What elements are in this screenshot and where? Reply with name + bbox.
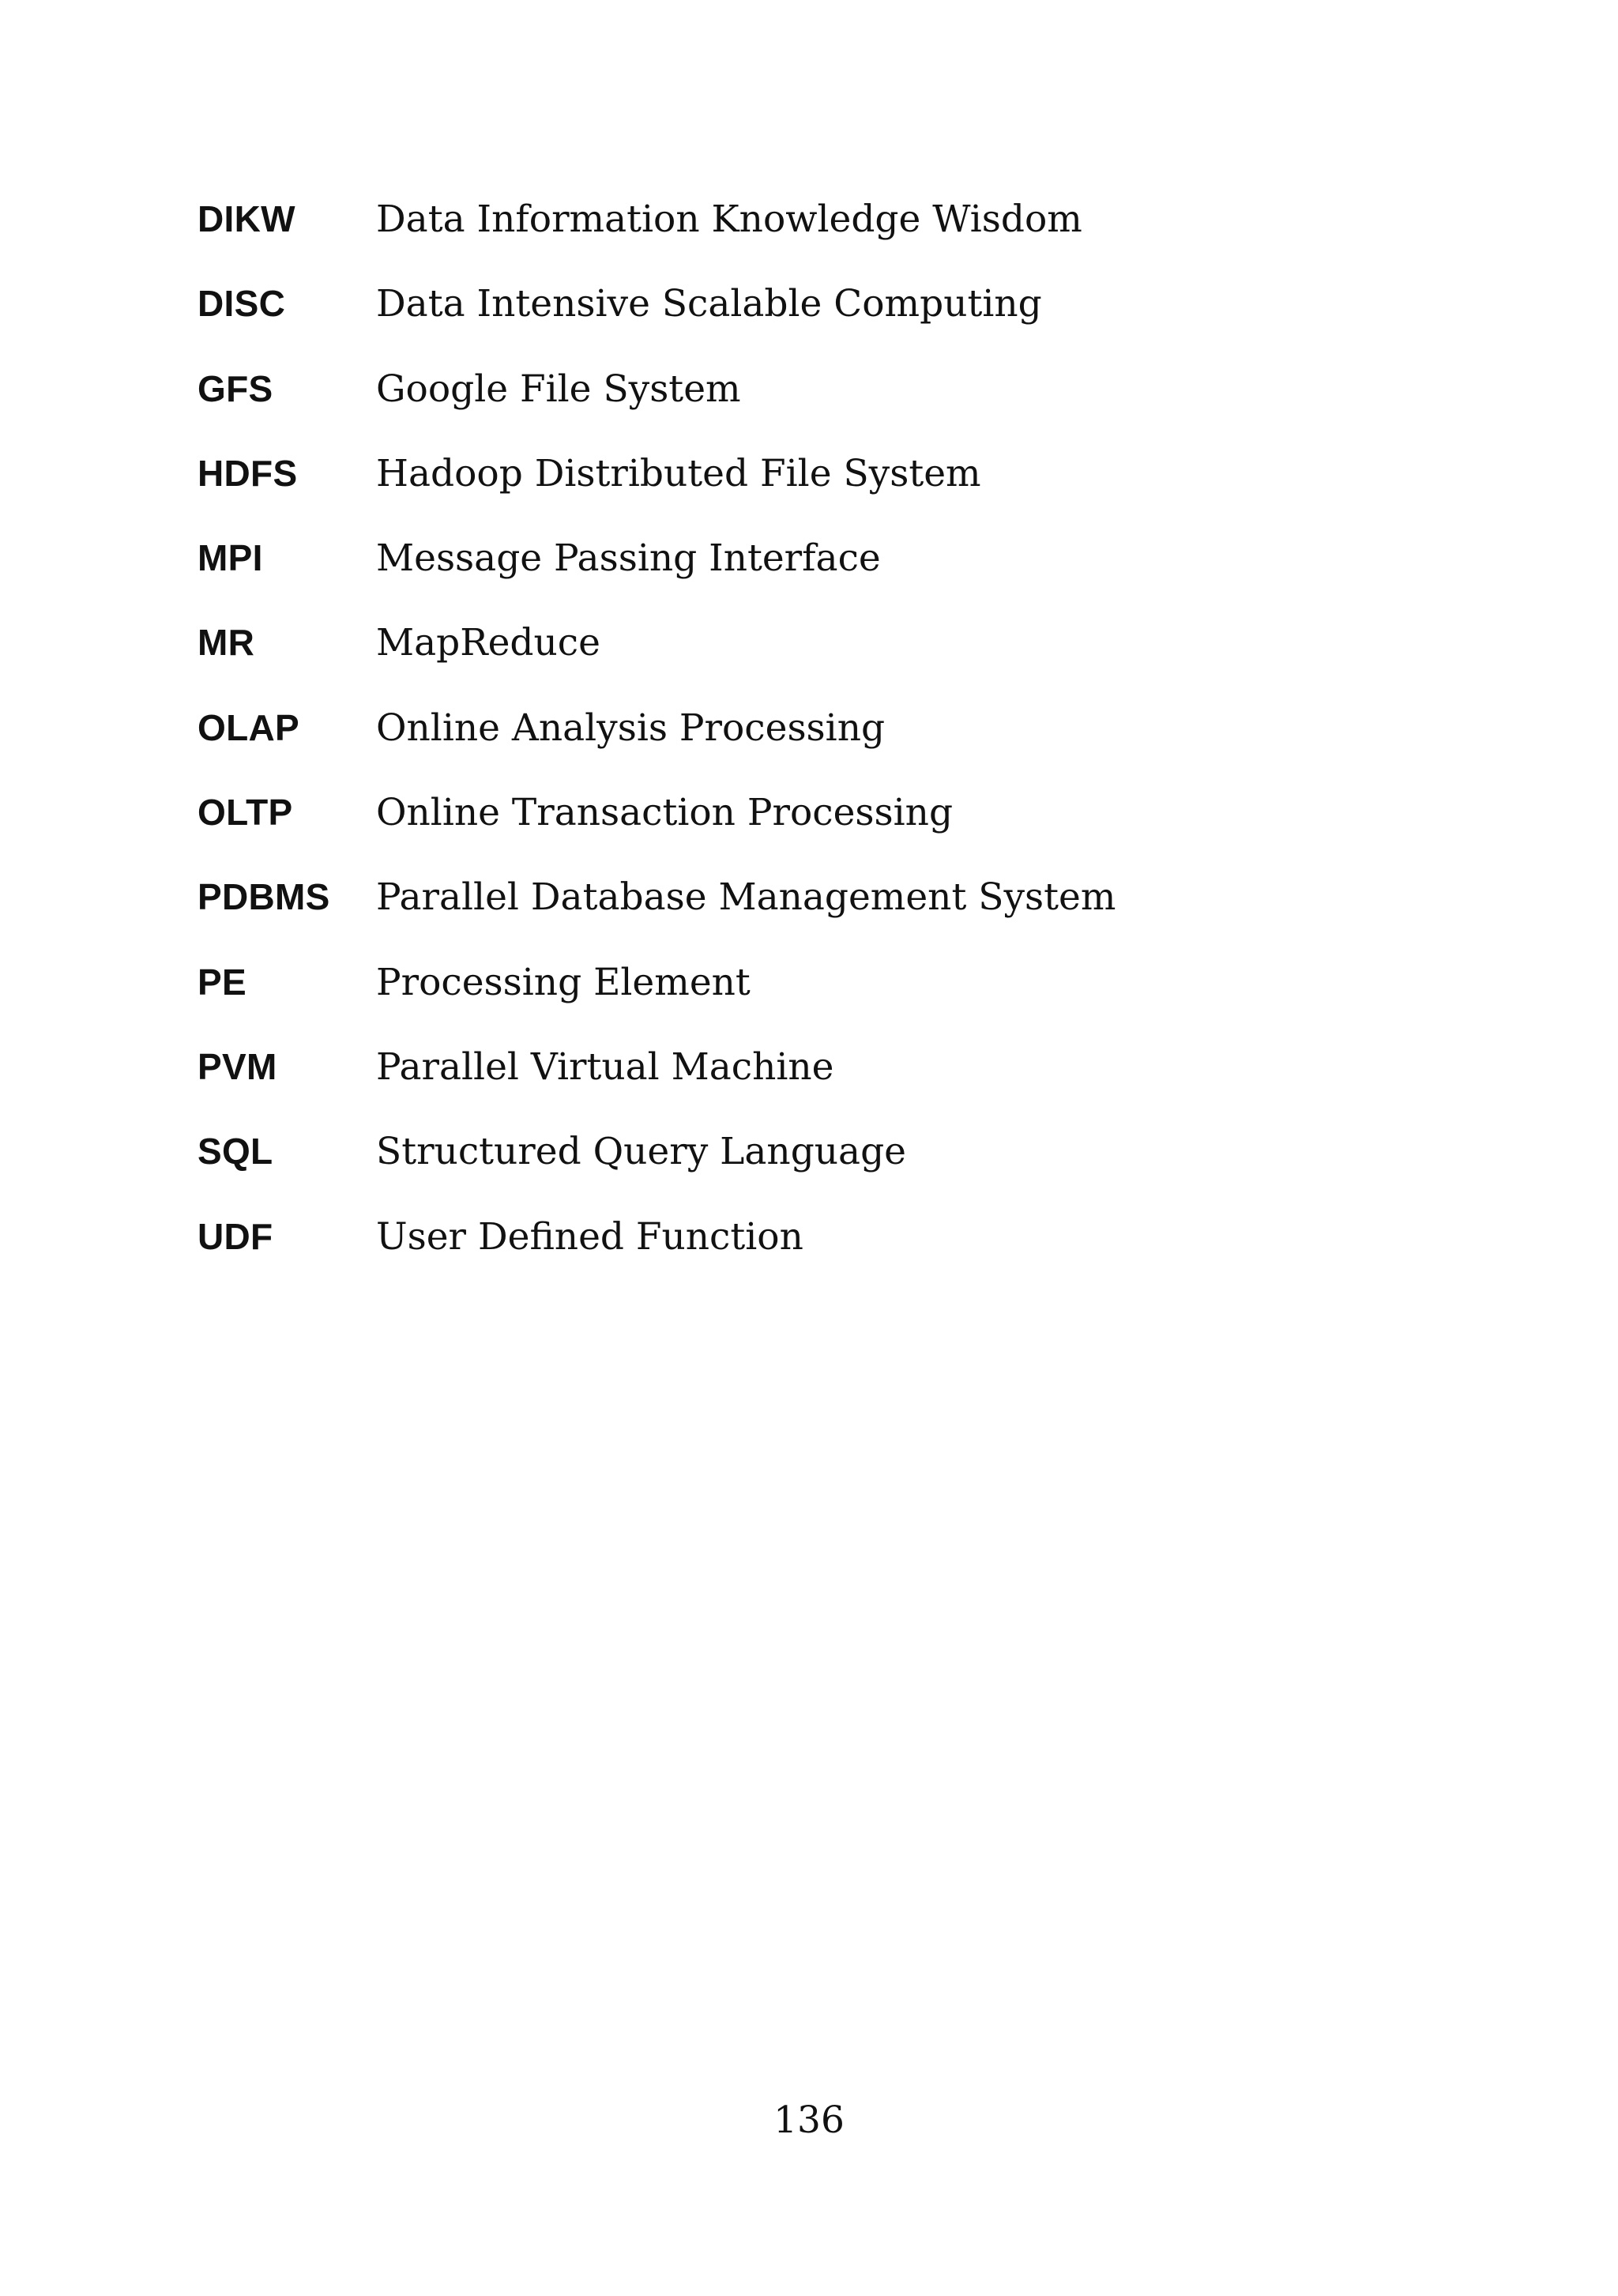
acronym-row bbox=[198, 621, 1383, 706]
acronym-abbreviation: PE bbox=[198, 961, 246, 1003]
acronym-row bbox=[198, 452, 1383, 536]
acronym-row bbox=[198, 706, 1383, 791]
acronym-definition: Structured Query Language bbox=[376, 1130, 906, 1174]
acronym-abbreviation: DISC bbox=[198, 283, 286, 325]
acronym-definition: Online Transaction Processing bbox=[376, 791, 954, 835]
acronym-abbreviation: OLAP bbox=[198, 706, 299, 748]
acronym-abbreviation: UDF bbox=[198, 1215, 273, 1257]
acronym-abbreviation: GFS bbox=[198, 367, 273, 409]
acronym-abbreviation: HDFS bbox=[198, 452, 298, 494]
acronym-definition: Google File System bbox=[376, 367, 741, 411]
acronym-row bbox=[198, 198, 1383, 282]
acronym-list bbox=[198, 198, 1383, 1300]
acronym-definition: Parallel Database Management System bbox=[376, 875, 1116, 920]
acronym-definition: Online Analysis Processing bbox=[376, 706, 886, 750]
acronym-definition: Message Passing Interface bbox=[376, 536, 881, 581]
acronym-abbreviation: SQL bbox=[198, 1131, 273, 1172]
acronym-row bbox=[198, 875, 1383, 960]
acronym-abbreviation: MPI bbox=[198, 537, 263, 579]
acronym-row bbox=[198, 1130, 1383, 1214]
acronym-abbreviation: DIKW bbox=[198, 198, 295, 239]
acronym-row bbox=[198, 791, 1383, 875]
acronym-definition: Data Information Knowledge Wisdom bbox=[376, 198, 1082, 241]
acronym-definition: Hadoop Distributed File System bbox=[376, 451, 981, 495]
acronym-row bbox=[198, 536, 1383, 621]
acronym-definition: Parallel Virtual Machine bbox=[376, 1044, 834, 1089]
acronym-abbreviation: OLTP bbox=[198, 792, 293, 834]
acronym-definition: Processing Element bbox=[376, 960, 751, 1004]
acronym-definition: User Defined Function bbox=[376, 1214, 803, 1259]
acronym-row bbox=[198, 961, 1383, 1045]
acronym-row bbox=[198, 1215, 1383, 1300]
acronym-definition: MapReduce bbox=[376, 621, 600, 665]
acronym-row bbox=[198, 367, 1383, 452]
acronym-row bbox=[198, 1045, 1383, 1130]
acronym-definition: Data Intensive Scalable Computing bbox=[376, 282, 1042, 326]
acronym-abbreviation: PVM bbox=[198, 1045, 277, 1087]
page-number: 136 bbox=[773, 2098, 845, 2142]
acronym-abbreviation: MR bbox=[198, 622, 255, 664]
acronym-abbreviation: PDBMS bbox=[198, 876, 330, 918]
acronym-row bbox=[198, 282, 1383, 367]
